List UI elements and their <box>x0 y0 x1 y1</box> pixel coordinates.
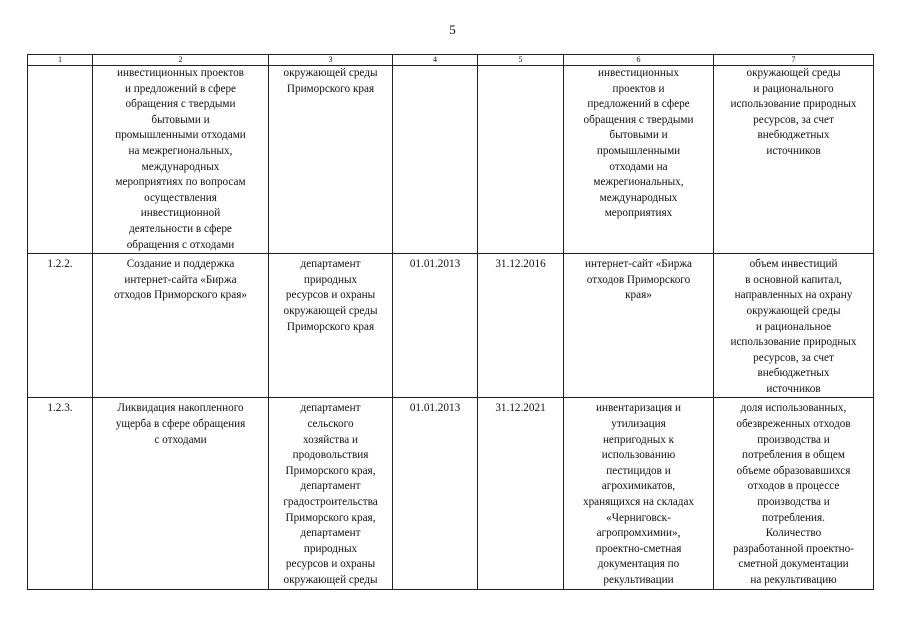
expected-result-cell: инвентаризация и утилизация непригодных к использованию пестицидов и агрохимикатов, хранящихся на складах «Черниговск- агропромхимии», проектно-сметная документация по рекультивации <box>564 398 714 589</box>
page-number: 5 <box>449 22 456 37</box>
start-date-cell: 01.01.2013 <box>393 398 478 589</box>
end-date-cell: 31.12.2021 <box>478 398 564 589</box>
column-header: 2 <box>93 55 269 66</box>
activities-table <box>27 54 874 590</box>
executor-cell: департамент сельского хозяйства и продовольствия Приморского края, департамент градостроительства Приморского края, департамент природных ресурсов и охраны окружающей среды <box>269 398 393 589</box>
column-header: 4 <box>393 55 478 66</box>
column-header: 1 <box>28 55 93 66</box>
activity-name-cell: Создание и поддержка интернет-сайта «Биржа отходов Приморского края» <box>93 254 269 398</box>
table-row <box>28 66 874 254</box>
end-date-cell <box>478 66 564 254</box>
column-header: 5 <box>478 55 564 66</box>
start-date-cell <box>393 66 478 254</box>
item-number-cell: 1.2.3. <box>28 398 93 589</box>
expected-result-cell: инвестиционных проектов и предложений в сфере обращения с твердыми бытовыми и промышленными отходами на межрегиональных, международных мероприятиях <box>564 66 714 254</box>
start-date-cell: 01.01.2013 <box>393 254 478 398</box>
indicator-cell: доля использованных, обезвреженных отходов производства и потребления в общем объеме образовавшихся отходов в процессе производства и потребления. Количество разработанной проектно- сметной документации на рекультивацию <box>714 398 874 589</box>
table-row <box>28 398 874 589</box>
item-number-cell <box>28 66 93 254</box>
indicator-cell: объем инвестиций в основной капитал, направленных на охрану окружающей среды и рациональное использование природных ресурсов, за счет внебюджетных источников <box>714 254 874 398</box>
indicator-cell: окружающей среды и рационального использование природных ресурсов, за счет внебюджетных источников <box>714 66 874 254</box>
column-number-row <box>28 55 874 66</box>
item-number-cell: 1.2.2. <box>28 254 93 398</box>
executor-cell: окружающей среды Приморского края <box>269 66 393 254</box>
executor-cell: департамент природных ресурсов и охраны окружающей среды Приморского края <box>269 254 393 398</box>
column-header: 7 <box>714 55 874 66</box>
activity-name-cell: инвестиционных проектов и предложений в сфере обращения с твердыми бытовыми и промышленными отходами на межрегиональных, международных мероприятиях по вопросам осуществления инвестиционной деятельности в сфере обращения с отходами <box>93 66 269 254</box>
column-header: 6 <box>564 55 714 66</box>
activity-name-cell: Ликвидация накопленного ущерба в сфере обращения с отходами <box>93 398 269 589</box>
table-row <box>28 254 874 398</box>
expected-result-cell: интернет-сайт «Биржа отходов Приморского края» <box>564 254 714 398</box>
end-date-cell: 31.12.2016 <box>478 254 564 398</box>
column-header: 3 <box>269 55 393 66</box>
